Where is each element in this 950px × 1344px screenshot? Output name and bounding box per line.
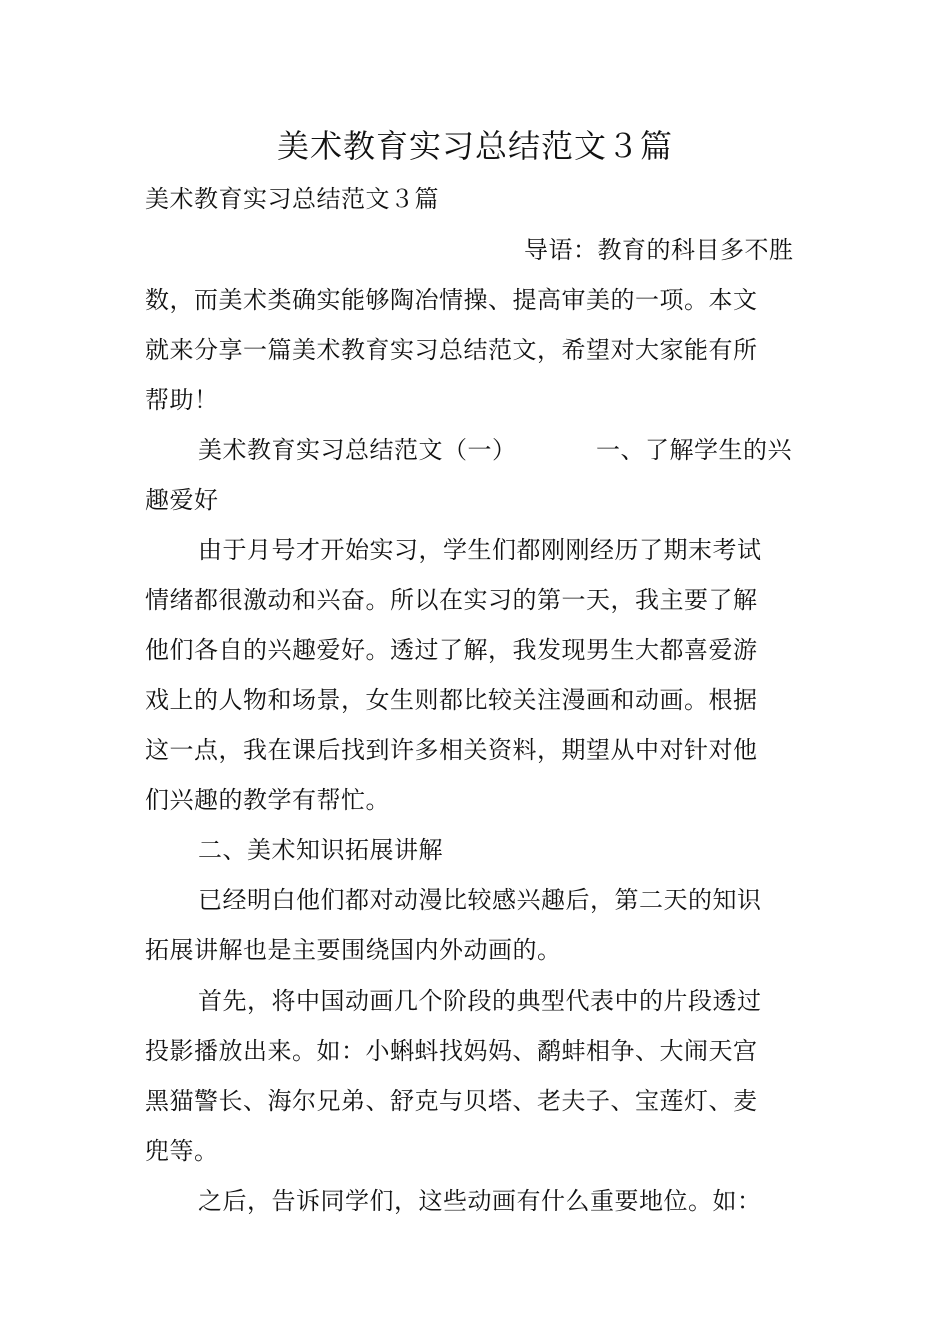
paragraph-line: 之后，告诉同学们，这些动画有什么重要地位。如： <box>198 1187 762 1215</box>
paragraph-line: 拓展讲解也是主要围绕国内外动画的。 <box>145 936 562 964</box>
paragraph-line: 帮助！ <box>145 386 219 414</box>
subtitle-line: 美术教育实习总结范文３篇 <box>145 185 439 213</box>
paragraph-line: 戏上的人物和场景，女生则都比较关注漫画和动画。根据 <box>145 686 758 714</box>
paragraph-line: 趣爱好 <box>145 486 219 514</box>
paragraph-line: 数，而美术类确实能够陶冶情操、提高审美的一项。本文 <box>145 286 758 314</box>
paragraph-line: 由于月号才开始实习，学生们都刚刚经历了期末考试 <box>198 536 762 564</box>
paragraph-line: 已经明白他们都对动漫比较感兴趣后，第二天的知识 <box>198 886 762 914</box>
paragraph-line: 就来分享一篇美术教育实习总结范文，希望对大家能有所 <box>145 336 758 364</box>
paragraph-line: 首先，将中国动画几个阶段的典型代表中的片段透过 <box>198 987 762 1015</box>
paragraph-line: 兜等。 <box>145 1137 219 1165</box>
document-title: 美术教育实习总结范文３篇 <box>276 127 673 165</box>
paragraph-line: 黑猫警长、海尔兄弟、舒克与贝塔、老夫子、宝莲灯、麦 <box>145 1087 758 1115</box>
section-heading: 一、了解学生的兴 <box>596 436 792 464</box>
paragraph-line: 投影播放出来。如：小蝌蚪找妈妈、鹬蚌相争、大闹天宫 <box>145 1037 758 1065</box>
paragraph-line: 们兴趣的教学有帮忙。 <box>145 786 390 814</box>
section-heading: 美术教育实习总结范文（一） <box>198 436 517 464</box>
paragraph-line: 导语：教育的科目多不胜 <box>524 236 794 264</box>
section-heading: 二、美术知识拓展讲解 <box>198 836 443 864</box>
paragraph-line: 这一点，我在课后找到许多相关资料，期望从中对针对他 <box>145 736 758 764</box>
paragraph-line: 他们各自的兴趣爱好。透过了解，我发现男生大都喜爱游 <box>145 636 758 664</box>
paragraph-line: 情绪都很激动和兴奋。所以在实习的第一天，我主要了解 <box>145 586 758 614</box>
